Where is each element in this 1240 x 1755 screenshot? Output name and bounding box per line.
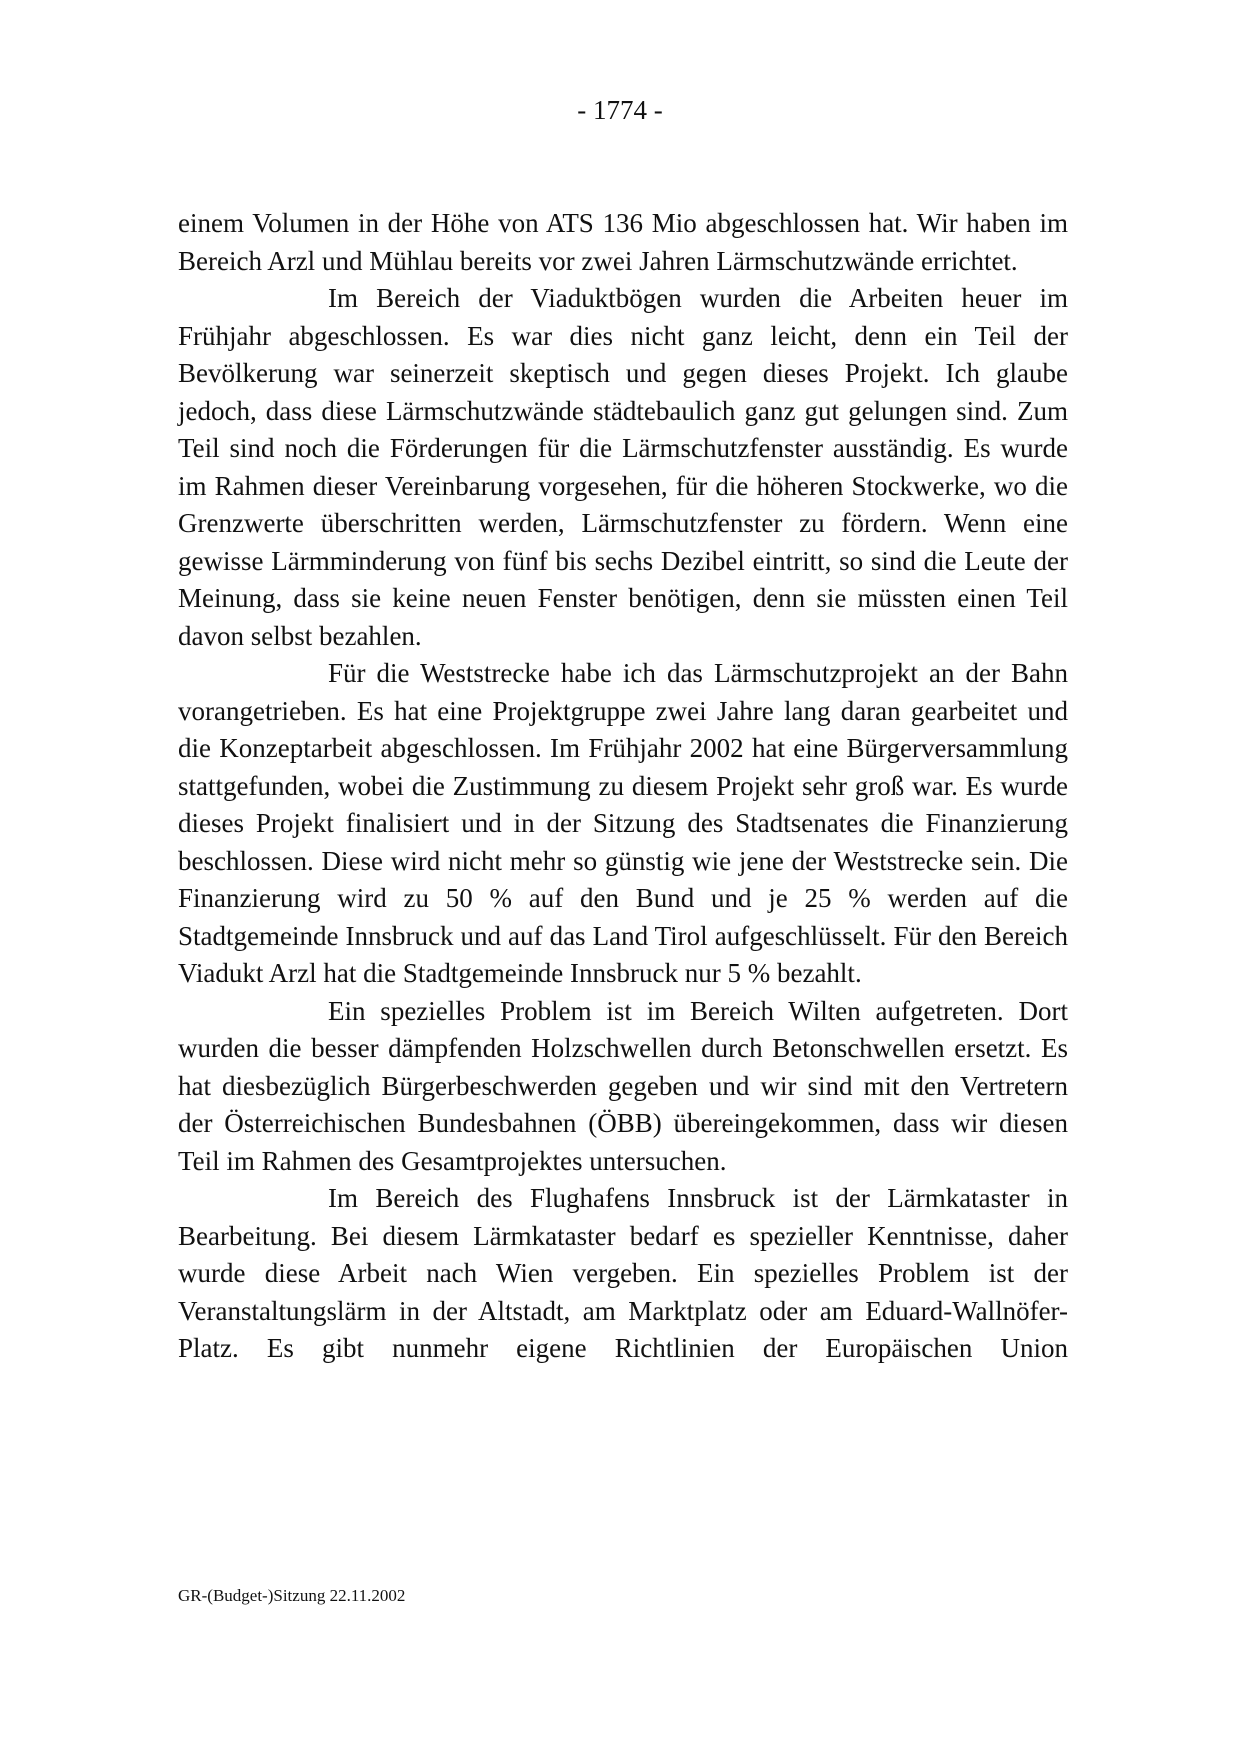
paragraph-5: Im Bereich des Flughafens Innsbruck ist der Lärmkataster in Bearbeitung. Bei diesem Lärmkataster bedarf es spezieller Kenntnisse, daher wurde diese Arbeit nach Wien vergeben. Ein spezielles Problem ist der Veranstaltungslärm in der Altstadt, am Marktplatz oder am Eduard-Wallnöfer-Platz. Es gibt nunmehr eigene Richtlinien der Europäischen Union xyxy=(178,1183,1068,1363)
document-body xyxy=(178,205,1068,1368)
paragraph-2: Im Bereich der Viaduktbögen wurden die Arbeiten heuer im Frühjahr abgeschlossen. Es war dies nicht ganz leicht, denn ein Teil der Bevölkerung war seinerzeit skeptisch und gegen dieses Projekt. Ich glaube jedoch, dass diese Lärmschutzwände städtebaulich ganz gut gelungen sind. Zum Teil sind noch die Förderungen für die Lärmschutzfenster ausständig. Es wurde im Rahmen dieser Vereinbarung vorgesehen, für die höheren Stockwerke, wo die Grenzwerte überschritten werden, Lärmschutzfenster zu fördern. Wenn eine gewisse Lärmminderung von fünf bis sechs Dezibel eintritt, so sind die Leute der Meinung, dass sie keine neuen Fenster benötigen, denn sie müssten einen Teil davon selbst bezahlen. xyxy=(178,283,1068,651)
paragraph-1: einem Volumen in der Höhe von ATS 136 Mio abgeschlossen hat. Wir haben im Bereich Arzl und Mühlau bereits vor zwei Jahren Lärmschutzwände errichtet. xyxy=(178,208,1068,276)
paragraph-3: Für die Weststrecke habe ich das Lärmschutzprojekt an der Bahn vorangetrieben. Es hat eine Projektgruppe zwei Jahre lang daran gearbeitet und die Konzeptarbeit abgeschlossen. Im Frühjahr 2002 hat eine Bürgerversammlung stattgefunden, wobei die Zustimmung zu diesem Projekt sehr groß war. Es wurde dieses Projekt finalisiert und in der Sitzung des Stadtsenates die Finanzierung beschlossen. Diese wird nicht mehr so günstig wie jene der Weststrecke sein. Die Finanzierung wird zu 50 % auf den Bund und je 25 % werden auf die Stadtgemeinde Innsbruck und auf das Land Tirol aufgeschlüsselt. Für den Bereich Viadukt Arzl hat die Stadtgemeinde Innsbruck nur 5 % bezahlt. xyxy=(178,658,1068,988)
session-footer: GR-(Budget-)Sitzung 22.11.2002 xyxy=(178,1586,406,1605)
page-number: - 1774 - xyxy=(577,95,663,125)
paragraph-4: Ein spezielles Problem ist im Bereich Wilten aufgetreten. Dort wurden die besser dämpfenden Holzschwellen durch Betonschwellen ersetzt. Es hat diesbezüglich Bürgerbeschwerden gegeben und wir sind mit den Vertretern der Österreichischen Bundesbahnen (ÖBB) übereingekommen, dass wir diesen Teil im Rahmen des Gesamtprojektes untersuchen. xyxy=(178,995,1068,1176)
